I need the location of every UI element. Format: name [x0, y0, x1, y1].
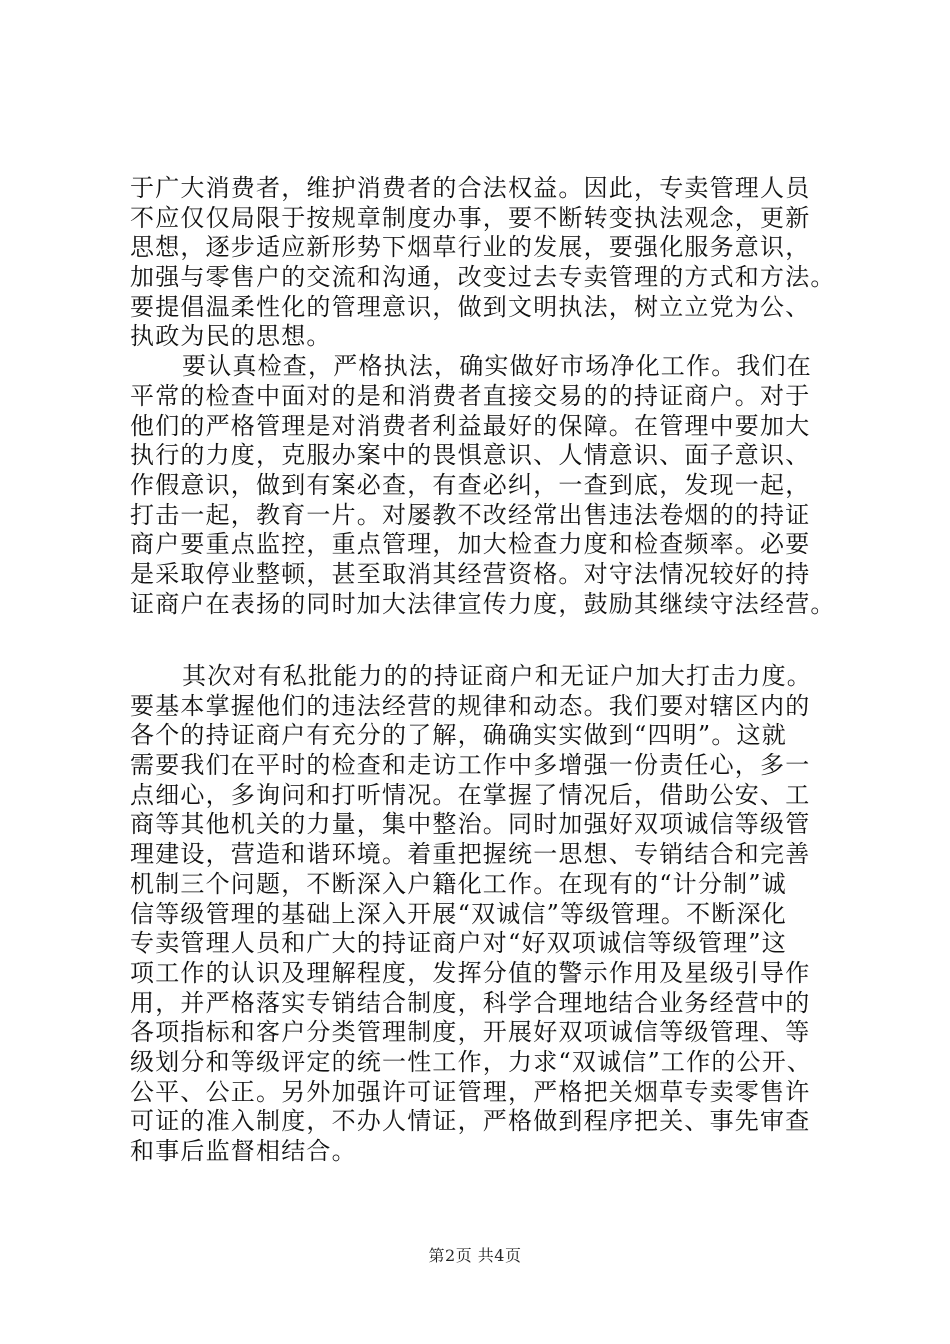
text-line: 项工作的认识及理解程度，发挥分值的警示作用及星级引导作 — [130, 958, 811, 987]
text-line: 级划分和等级评定的统一性工作，力求“双诚信”工作的公开、 — [130, 1047, 813, 1076]
text-line: 加强与零售户的交流和沟通，改变过去专卖管理的方式和方法。 — [130, 263, 836, 292]
text-line: 不应仅仅局限于按规章制度办事，要不断转变执法观念，更新 — [130, 203, 811, 232]
text-line: 于广大消费者，维护消费者的合法权益。因此，专卖管理人员 — [130, 174, 811, 202]
text-line: 需要我们在平时的检查和走访工作中多增强一份责任心，多一 — [130, 751, 811, 780]
text-line: 是采取停业整顿，甚至取消其经营资格。对守法情况较好的持 — [130, 559, 811, 588]
text-line: 执行的力度，克服办案中的畏惧意识、人情意识、面子意识、 — [130, 441, 811, 470]
text-line: 机制三个问题，不断深入户籍化工作。在现有的“计分制”诚 — [130, 869, 787, 898]
text-line: 要基本掌握他们的违法经营的规律和动态。我们要对辖区内的 — [130, 691, 811, 720]
text-line: 可证的准入制度，不办人情证，严格做到程序把关、事先审查 — [130, 1107, 811, 1136]
text-line: 证商户在表扬的同时加大法律宣传力度，鼓励其继续守法经营。 — [130, 589, 836, 618]
text-line: 和事后监督相结合。 — [130, 1137, 357, 1165]
text-line: 公平、公正。另外加强许可证管理，严格把关烟草专卖零售许 — [130, 1077, 811, 1106]
text-line: 信等级管理的基础上深入开展“双诚信”等级管理。不断深化 — [130, 899, 787, 928]
text-line: 思想，逐步适应新形势下烟草行业的发展，要强化服务意识， — [130, 233, 811, 262]
text-line: 执政为民的思想。 — [130, 322, 332, 351]
text-line: 点细心，多询问和打听情况。在掌握了情况后，借助公安、工 — [130, 780, 811, 809]
page-number: 第2页 共4页 — [428, 1246, 522, 1265]
text-line: 商户要重点监控，重点管理，加大检查力度和检查频率。必要 — [130, 530, 811, 559]
body-text-block-1 — [130, 174, 850, 619]
text-line: 用，并严格落实专销结合制度，科学合理地结合业务经营中的 — [130, 988, 811, 1017]
text-line: 专卖管理人员和广大的持证商户对“好双项诚信等级管理”这 — [130, 929, 787, 958]
text-line: 作假意识，做到有案必查，有查必纠，一查到底，发现一起， — [130, 470, 811, 499]
paragraph-first-line: 其次对有私批能力的的持证商户和无证户加大打击力度。 — [182, 662, 812, 690]
text-line: 他们的严格管理是对消费者利益最好的保障。在管理中要加大 — [130, 411, 811, 440]
text-line: 商等其他机关的力量，集中整治。同时加强好双项诚信等级管 — [130, 810, 811, 839]
text-line: 各项指标和客户分类管理制度，开展好双项诚信等级管理、等 — [130, 1018, 811, 1047]
text-line: 各个的持证商户有充分的了解，确确实实做到“四明”。这就 — [130, 721, 787, 750]
text-line: 平常的检查中面对的是和消费者直接交易的的持证商户。对于 — [130, 381, 811, 410]
text-line: 要提倡温柔性化的管理意识，做到文明执法，树立立党为公、 — [130, 292, 811, 321]
text-line: 理建设，营造和谐环境。着重把握统一思想、专销结合和完善 — [130, 840, 811, 869]
text-line: 打击一起，教育一片。对屡教不改经常出售违法卷烟的的持证 — [130, 500, 811, 529]
body-text-block-2 — [130, 662, 850, 1167]
page-footer — [0, 1246, 950, 1266]
paragraph-first-line: 要认真检查，严格执法，确实做好市场净化工作。我们在 — [182, 352, 812, 381]
